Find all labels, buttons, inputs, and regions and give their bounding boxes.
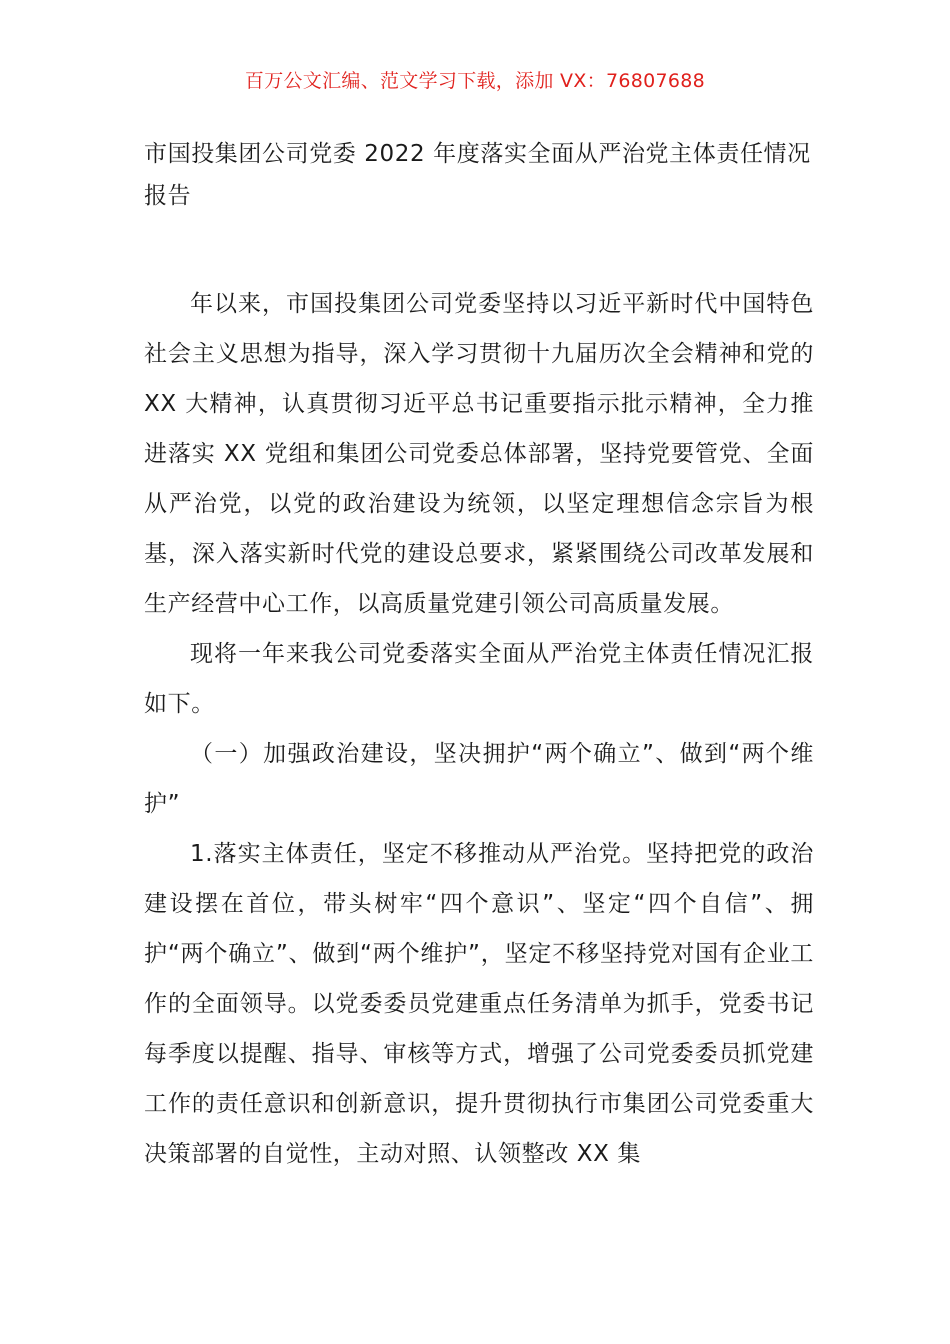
document-title: 市国投集团公司党委 2022 年度落实全面从严治党主体责任情况报告 — [144, 141, 811, 209]
paragraph-summary: 现将一年来我公司党委落实全面从严治党主体责任情况汇报如下。 — [144, 641, 814, 717]
paragraph-intro: 年以来，市国投集团公司党委坚持以习近平新时代中国特色社会主义思想为指导，深入学习贯彻十九届历次全会精神和党的 XX 大精神，认真贯彻习近平总书记重要指示批示精神，全力推进落实 XX 党组和集团公司党委总体部署，坚持党要管党、全面从严治党，以党的政治建设为统领，以坚定理想信念宗旨为根基，深入落实新时代党的建设总要求，紧紧围绕公司改革发展和生产经营中心工作，以高质量党建引领公司高质量发展。 — [144, 291, 814, 617]
paragraph-item-1: 1.落实主体责任，坚定不移推动从严治党。坚持把党的政治建设摆在首位，带头树牢“四个意识”、坚定“四个自信”、拥护“两个确立”、做到“两个维护”，坚定不移坚持党对国有企业工作的全面领导。以党委委员党建重点任务清单为抓手，党委书记每季度以提醒、指导、审核等方式，增强了公司党委委员抓党建工作的责任意识和创新意识，提升贯彻执行市集团公司党委重大决策部署的自觉性，主动对照、认领整改 XX 集 — [144, 841, 814, 1167]
document-body — [144, 279, 814, 1179]
section-heading-1: （一）加强政治建设，坚决拥护“两个确立”、做到“两个维护” — [144, 741, 814, 817]
watermark-header: 百万公文汇编、范文学习下载，添加 VX：76807688 — [244, 70, 706, 92]
